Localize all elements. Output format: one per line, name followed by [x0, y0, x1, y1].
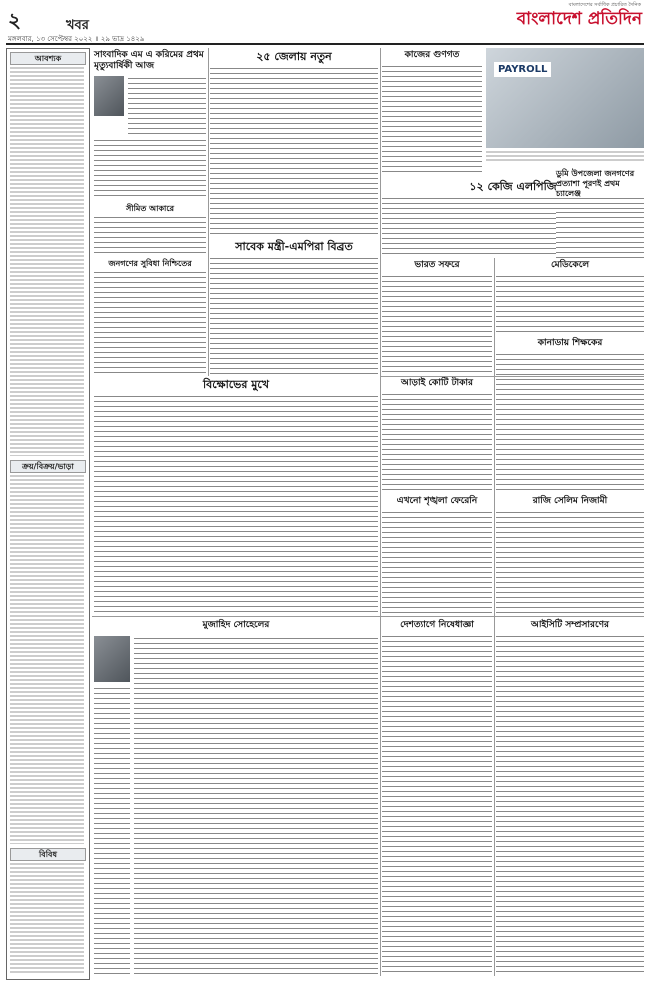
- story-1-portrait: [94, 76, 124, 116]
- story-15-text-left: [94, 686, 130, 976]
- story-9-headline: মেডিকেলে: [550, 260, 590, 270]
- column-rule-1: [208, 48, 209, 376]
- story-1-text-cont: [94, 138, 206, 200]
- story-9-text: [496, 274, 644, 334]
- story-2-headline: ২৫ জেলায় নতুন: [256, 50, 332, 63]
- story-12-text: [382, 510, 492, 614]
- story-8-headline: ১২ কেজি এলপিজি: [469, 180, 557, 193]
- masthead-logo: বাংলাদেশ প্রতিদিন: [516, 9, 642, 29]
- story-18-headline: ডুমি উপজেলা জনগণের প্রত্যাশা পূরণই প্রথম চ্যালেঞ্জ: [556, 168, 635, 198]
- story-7-text: [382, 274, 492, 374]
- story-15-portrait: [94, 636, 130, 682]
- story-16-text: [382, 634, 492, 976]
- story-4-headline: সীমিত আকারে: [126, 203, 174, 213]
- story-16-headline: দেশত্যাগে নিষেধাজ্ঞা: [400, 620, 474, 630]
- column-rule-2: [380, 48, 381, 976]
- story-13-text: [94, 394, 378, 614]
- story-1-text: [128, 76, 206, 136]
- story-3-headline: কাজের গুণগত: [404, 50, 460, 60]
- story-11-text: [382, 392, 492, 492]
- payroll-sign: PAYROLL: [494, 62, 551, 77]
- header-rule: [6, 43, 644, 45]
- classified-section-3-title: বিবিধ: [10, 848, 86, 861]
- story-10-text: [496, 352, 644, 492]
- page-header: [0, 0, 650, 44]
- story-17-headline: আইসিটি সম্প্রসারণের: [531, 620, 609, 630]
- story-18-text: [556, 210, 644, 258]
- story-14-text: [496, 510, 644, 614]
- divider-1: [380, 376, 644, 377]
- story-10-headline: কানাডায় শিক্ষকের: [537, 338, 603, 348]
- story-4-text: [94, 215, 206, 255]
- story-6-text: [210, 256, 378, 374]
- story-6-headline: সাবেক মন্ত্রী-এমপিরা বিব্রত: [235, 240, 353, 253]
- classified-section-2-title: ক্রয়/বিক্রয়/ভাড়া: [10, 460, 86, 473]
- classified-section-1-title: আবশ্যক: [10, 52, 86, 65]
- story-15-text: [134, 636, 378, 976]
- masthead-tagline: বাংলাদেশের সর্বাধিক প্রচারিত দৈনিক: [568, 2, 641, 8]
- story-5-text: [94, 270, 206, 374]
- story-5-headline: জনগণের সুবিধা নিশ্চিতের: [108, 258, 192, 268]
- story-14-headline: রাজি সেলিম নিজামী: [532, 496, 608, 506]
- story-15-headline: মুজাহিদ সোহেলের: [202, 620, 270, 630]
- classified-section-2-text: [10, 474, 84, 844]
- column-rule-3: [494, 258, 495, 976]
- dateline: মঙ্গলবার, ১৩ সেপ্টেম্বর ২০২২ ॥ ২৯ ভাদ্র ১৪২৯: [8, 35, 145, 43]
- story-17-text: [496, 634, 644, 976]
- page-section-label: খবর: [66, 18, 89, 33]
- classified-section-1-text: [10, 66, 84, 456]
- story-2-text: [210, 66, 378, 234]
- classified-section-3-text: [10, 862, 84, 974]
- story-1-headline: সাংবাদিক এম এ করিমের প্রথম মৃত্যুবার্ষিকী আজ: [94, 50, 204, 71]
- page-number: ২: [8, 8, 22, 32]
- payroll-photo-caption: [486, 150, 644, 162]
- story-11-headline: আড়াই কোটি টাকার: [401, 378, 473, 388]
- story-13-headline: বিক্ষোভের মুখে: [202, 378, 270, 391]
- story-7-headline: ভারত সফরে: [414, 260, 460, 270]
- story-12-headline: এখনো শৃঙ্খলা ফেরেনি: [396, 496, 478, 506]
- divider-2: [92, 616, 644, 617]
- story-3-text: [382, 64, 482, 176]
- payroll-photo: [486, 48, 644, 148]
